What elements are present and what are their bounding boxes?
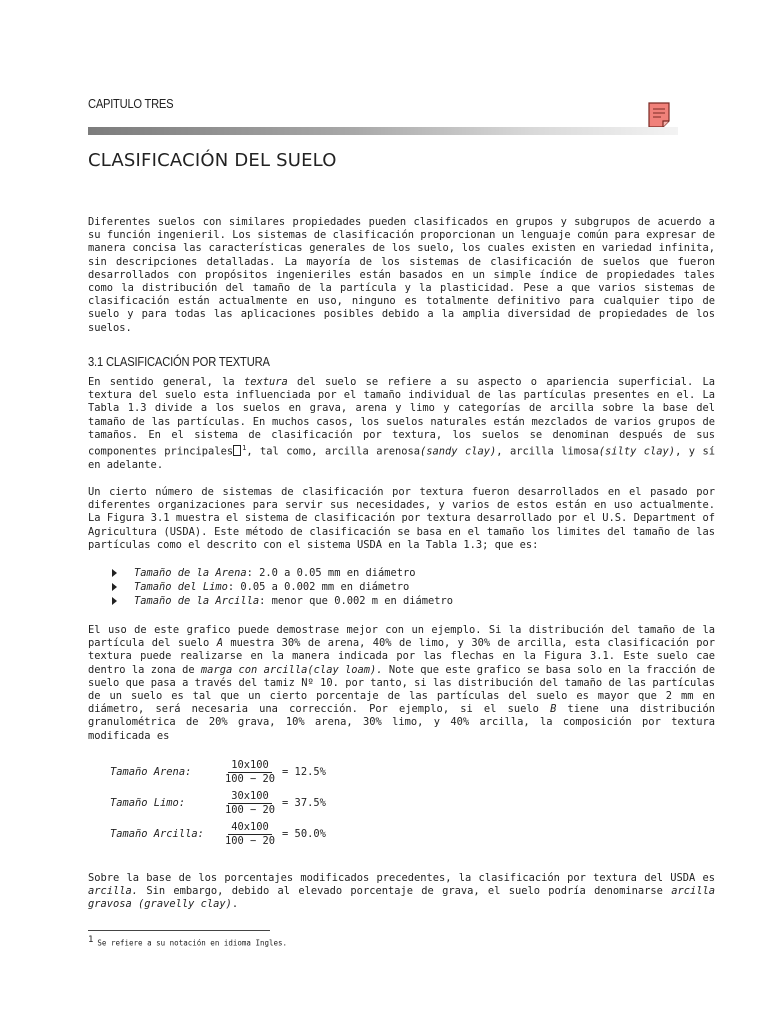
formula-row: Tamaño Arena: $\frac{10x100}{100 - 20}$ = 12.5% — [110, 758, 326, 785]
footnote-separator — [88, 930, 270, 931]
list-item: Tamaño del Limo: 0.05 a 0.002 mm en diámetro — [110, 580, 715, 594]
conclusion-paragraph: Sobre la base de los porcentajes modificados precedentes, la clasificación por textura del USDA es arcilla. Sin embargo, debido al elevado porcentaje de grava, el suelo podría denominarse arcilla gravosa (gravelly clay). — [88, 871, 715, 911]
footnote-marker-box — [233, 445, 241, 456]
intro-paragraph: Diferentes suelos con similares propiedades pueden clasificados en grupos y subgrupos de acuerdo a su función ingenieril. Los sistemas de clasificación proporcionan un lenguaje común para expresar de manera concisa las características generales de los suelo, los cuales existen en variedad infinita, sin descripciones detalladas. La mayoría de los sistemas de clasificación de suelos que fueron desarrollados con propósitos ingenieriles están basados en un simple índice de propiedades tales como la distribución del tamaño de la partícula y la plasticidad. Pese a que varios sistemas de clasificación están actualmente en uso, ninguno es totalmente definitivo para cualquier tipo de suelo y para todas las aplicaciones posibles debido a la amplia diversidad de propiedades de los suelos. — [88, 216, 715, 334]
footnote-ref[interactable]: 1 — [242, 444, 247, 453]
formula-result: = 50.0% — [282, 827, 326, 840]
fraction: $\frac{10x100}{100 - 20}$ — [225, 758, 276, 785]
formula-result: = 37.5% — [282, 796, 326, 809]
section-heading: 3.1 CLASIFICACIÓN POR TEXTURA — [88, 353, 270, 369]
usda-paragraph: Un cierto número de sistemas de clasificación por textura fueron desarrollados en el pasado por diferentes organizaciones para servir sus necesidades, y varios de estos están en uso actualmente. La Figura 3.1 muestra el sistema de clasificación por textura desarrollado por el U.S. Department of Agricultura (USDA). Este método de clasificación se basa en el tamaño los limites del tamaño de las partículas como el descrito con el sistema USDA en la Tabla 1.3; que es: — [88, 485, 715, 551]
fraction: $\frac{30x100}{100 - 20}$ — [225, 789, 276, 816]
formula-result: = 12.5% — [282, 765, 326, 778]
chapter-label: CAPITULO TRES — [88, 96, 174, 111]
formula-block — [110, 757, 715, 850]
example-paragraph: El uso de este grafico puede demostrase mejor con un ejemplo. Si la distribución del tamaño de la partícula del suelo A muestra 30% de arena, 40% de limo, y 30% de arcilla, esta clasificación por textura puede realizarse en la manera indicada por las flechas en la Figura 3.1. Este suelo cae dentro la zona de marga con arcilla(clay loam). Note que este grafico se basa solo en la fracción de suelo que pasa a través del tamiz Nº 10. por tanto, si las distribución del tamaño de las partículas de un suelo es tal que un cierto porcentaje de las partículas del suelo es mayor que 2 mm en diámetro, será necesaria una corrección. Por ejemplo, si el suelo B tiene una distribución granulométrica de 20% grava, 10% arena, 30% limo, y 40% arcilla, la composición por textura modificada es — [88, 623, 715, 742]
footnote: 1 Se refiere a su notación en idioma Ingles. — [88, 935, 288, 948]
page-title: CLASIFICACIÓN DEL SUELO — [88, 150, 337, 171]
document-body — [88, 216, 715, 925]
list-item: Tamaño de la Arena: 2.0 a 0.05 mm en diámetro — [110, 566, 715, 580]
fraction: $\frac{40x100}{100 - 20}$ — [225, 820, 276, 847]
formula-row: Tamaño Arcilla: $\frac{40x100}{100 - 20}$ = 50.0% — [110, 820, 326, 847]
list-item: Tamaño de la Arcilla: menor que 0.002 m en diámetro — [110, 594, 715, 608]
note-icon — [647, 102, 671, 128]
size-list — [88, 566, 715, 608]
texture-paragraph: En sentido general, la textura del suelo se refiere a su aspecto o apariencia superficial. La textura del suelo esta influenciada por el tamaño individual de las partículas presentes en el. La Tabla 1.3 divide a los suelos en grava, arena y limo y categorías de arcilla sobre la base del tamaño de las partículas. En muchos casos, los suelos naturales están mezclados de varios grupos de tamaños. En el sistema de clasificación por textura, los suelos se denominan después de sus componentes principales $^1$, tal como, arcilla arenosa(sandy clay), arcilla limosa(silty clay), y sí en adelante. — [88, 376, 716, 471]
formula-row: Tamaño Limo: $\frac{30x100}{100 - 20}$ = 37.5% — [110, 789, 326, 816]
header-rule — [88, 127, 678, 135]
